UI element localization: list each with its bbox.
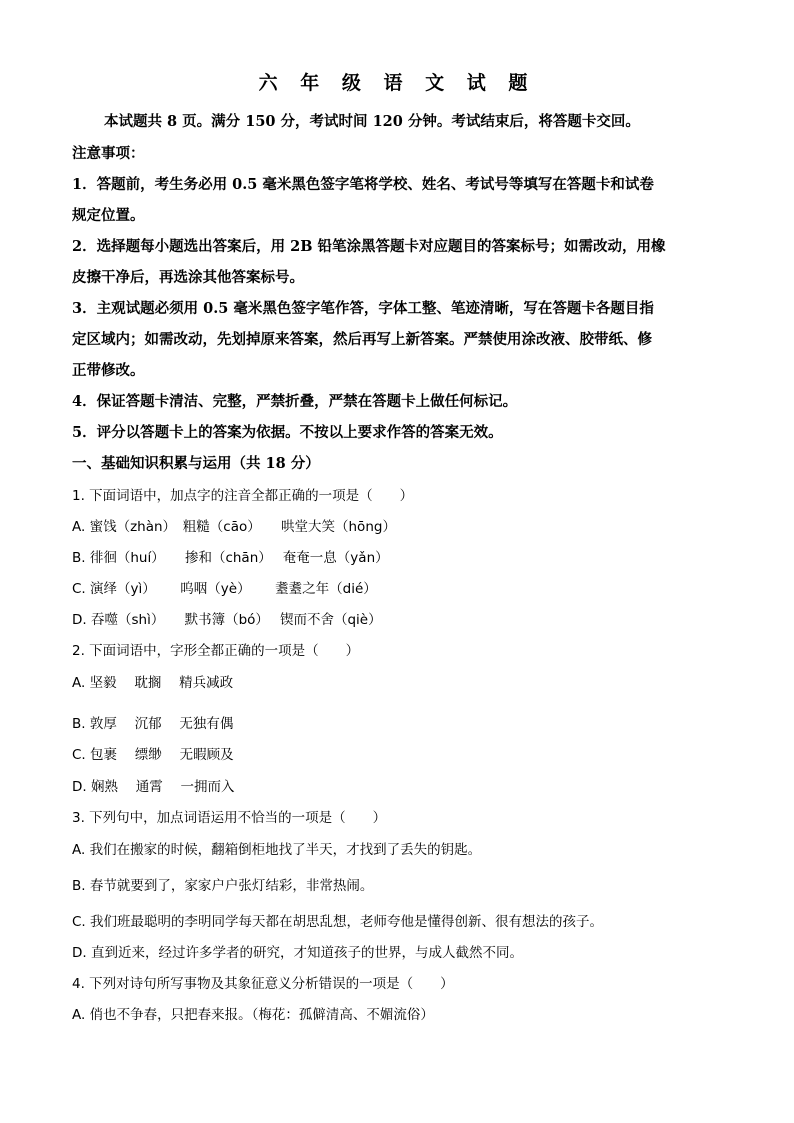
page-title: 六 年 级 语 文 试 题 [258, 72, 536, 94]
question-1-option-a: A. 蜜饯（zhàn） 粗糙（cāo） 哄堂大笑（hōng） [72, 519, 396, 535]
question-3-option-a: A. 我们在搬家的时候，翻箱倒柜地找了半天，才找到了丢失的钥匙。 [72, 842, 482, 858]
question-2-stem: 2. 下面词语中，字形全都正确的一项是（ ） [72, 643, 360, 659]
exam-intro: 本试题共 8 页。满分 150 分，考试时间 120 分钟。考试结束后，将答题卡交回。 [104, 113, 640, 130]
question-1-stem: 1. 下面词语中，加点字的注音全都正确的一项是（ ） [72, 488, 414, 504]
question-3-stem: 3. 下列句中，加点词语运用不恰当的一项是（ ） [72, 810, 387, 826]
notice-line: 皮擦干净后，再选涂其他答案标号。 [72, 269, 304, 286]
question-1-option-c: C. 演绎（yì） 呜咽（yè） 耋耋之年（dié） [72, 581, 377, 597]
notice-line: 规定位置。 [72, 207, 145, 224]
question-1-option-d: D. 吞噬（shì） 默书簿（bó） 锲而不舍（qiè） [72, 612, 382, 628]
notice-line: 1．答题前，考生务必用 0.5 毫米黑色签字笔将学校、姓名、考试号等填写在答题卡和试卷 [72, 176, 654, 193]
question-4-option-a: A. 俏也不争春，只把春来报。（梅花：孤僻清高、不媚流俗） [72, 1007, 434, 1023]
notice-line: 定区域内；如需改动，先划掉原来答案，然后再写上新答案。严禁使用涂改液、胶带纸、修 [72, 331, 652, 348]
notice-heading: 注意事项： [72, 145, 145, 162]
question-2-option-b: B. 敦厚 沉郁 无独有偶 [72, 716, 234, 732]
notice-line: 4．保证答题卡清洁、完整，严禁折叠，严禁在答题卡上做任何标记。 [72, 393, 518, 410]
notice-line: 5．评分以答题卡上的答案为依据。不按以上要求作答的答案无效。 [72, 424, 503, 441]
notice-line: 3．主观试题必须用 0.5 毫米黑色签字笔作答，字体工整、笔迹清晰，写在答题卡各题目指 [72, 300, 654, 317]
notice-line: 正带修改。 [72, 362, 145, 379]
question-2-option-a: A. 坚毅 耽搁 精兵减政 [72, 675, 234, 691]
question-2-option-c: C. 包裹 缥缈 无暇顾及 [72, 747, 234, 763]
question-2-option-d: D. 娴熟 通霄 一拥而入 [72, 779, 235, 795]
section-heading: 一、基础知识积累与运用（共 18 分） [72, 455, 320, 472]
question-1-option-b: B. 徘徊（huí） 掺和（chān） 奄奄一息（yǎn） [72, 550, 389, 566]
question-3-option-d: D. 直到近来，经过许多学者的研究，才知道孩子的世界，与成人截然不同。 [72, 945, 523, 961]
question-3-option-c: C. 我们班最聪明的李明同学每天都在胡思乱想，老师夸他是懂得创新、很有想法的孩子。 [72, 914, 604, 930]
notice-line: 2．选择题每小题选出答案后，用 2B 铅笔涂黑答题卡对应题目的答案标号；如需改动，用橡 [72, 238, 666, 255]
question-4-stem: 4. 下列对诗句所写事物及其象征意义分析错误的一项是（ ） [72, 976, 454, 992]
question-3-option-b: B. 春节就要到了，家家户户张灯结彩，非常热闹。 [72, 878, 374, 894]
